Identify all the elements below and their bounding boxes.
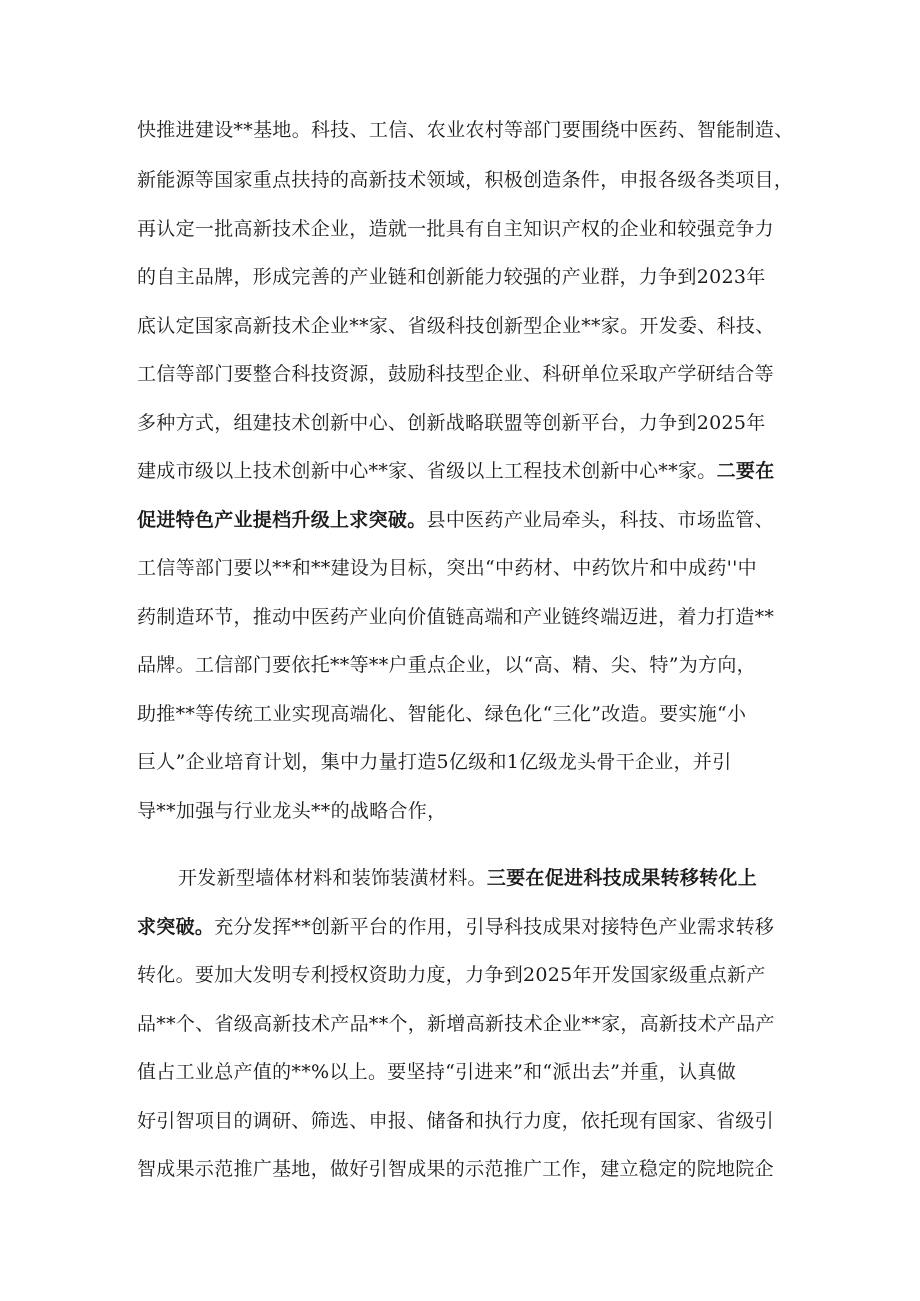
text-run: 县中医药产业局牵头，科技、市场监管、 (426, 509, 774, 531)
text-line: 助推**等传统工业实现高端化、智能化、绿色化“三化”改造。要实施“小 (137, 703, 747, 725)
text-line (137, 502, 774, 538)
text-line: 导**加强与行业龙头**的战略合作， (137, 800, 447, 822)
text-line: 巨人”企业培育计划，集中力量打造5亿级和1亿级龙头骨干企业，并引 (137, 751, 732, 773)
text-line: 多种方式，组建技术创新中心、创新战略联盟等创新平台，力争到2025年 (137, 412, 766, 434)
text-line: 品牌。工信部门要依托**等**户重点企业，以“高、精、尖、特”为方向， (137, 654, 756, 676)
text-run: 建成市级以上技术创新中心**家、省级以上工程技术创新中心**家。 (137, 460, 717, 482)
text-line: 智成果示范推广基地，做好引智成果的示范推广工作，建立稳定的院地院企 (137, 1158, 774, 1180)
text-run: 开发新型墙体材料和装饰装潢材料。 (178, 867, 487, 889)
text-line: 工信等部门要整合科技资源，鼓励科技型企业、科研单位采取产学研结合等 (137, 363, 774, 385)
text-line: 底认定国家高新技术企业**家、省级科技创新型企业**家。开发委、科技、 (137, 315, 775, 337)
text-run: 充分发挥**创新平台的作用，引导科技成果对接特色产业需求转移 (214, 916, 775, 938)
text-line: 转化。要加大发明专利授权资助力度，力争到2025年开发国家级重点新产 (137, 964, 766, 986)
text-line: 再认定一批高新技术企业，造就一批具有自主知识产权的企业和较强竞争力 (137, 218, 774, 240)
text-line: 药制造环节，推动中医药产业向价值链高端和产业链终端迈进，着力打造** (137, 606, 775, 628)
text-line: 品**个、省级高新技术产品**个，新增高新技术企业**家，高新技术产品产 (137, 1013, 775, 1035)
text-line: 工信等部门要以**和**建设为目标，突出“中药材、中药饮片和中成药''中 (137, 557, 757, 579)
text-line (137, 453, 775, 489)
text-line: 值占工业总产值的**%以上。要坚持“引进来”和“派出去”并重，认真做 (137, 1061, 737, 1083)
bold-heading-run: 促进特色产业提档升级上求突破。 (137, 509, 427, 531)
text-line: 的自主品牌，形成完善的产业链和创新能力较强的产业群，力争到2023年 (137, 266, 766, 288)
bold-heading-run: 二要在 (716, 460, 775, 482)
text-line (137, 909, 774, 945)
text-line: 好引智项目的调研、筛选、申报、储备和执行力度，依托现有国家、省级引 (137, 1110, 774, 1132)
text-line: 快推进建设**基地。科技、工信、农业农村等部门要围绕中医药、智能制造、 (137, 119, 794, 141)
text-line: 新能源等国家重点扶持的高新技术领域，积极创造条件，申报各级各类项目， (137, 169, 794, 191)
text-line (178, 860, 757, 896)
bold-heading-run: 三要在促进科技成果转移转化上 (486, 867, 758, 889)
bold-heading-run: 求突破。 (137, 916, 215, 938)
